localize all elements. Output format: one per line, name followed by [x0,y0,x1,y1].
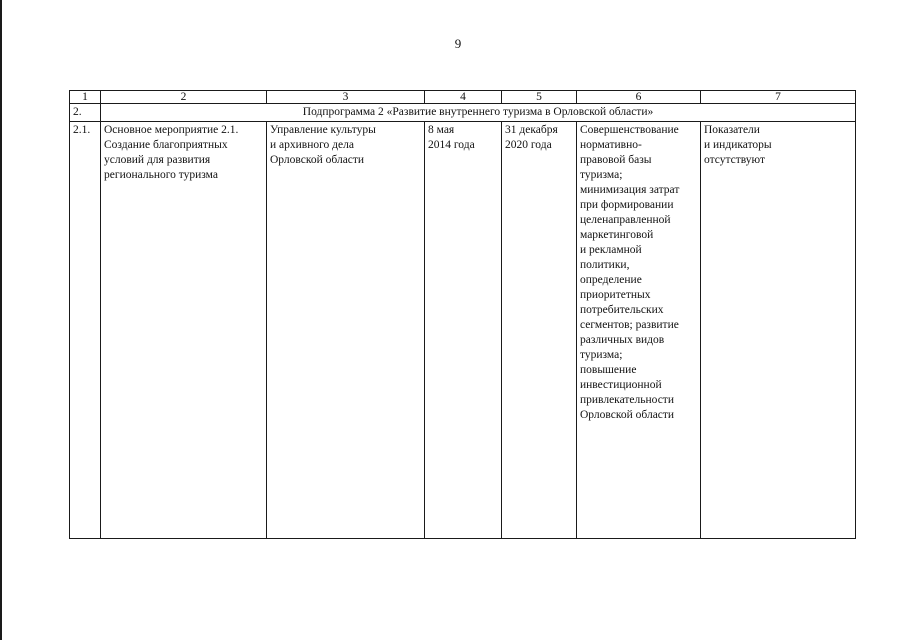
header-cell-5: 5 [502,91,577,104]
header-cell-1: 1 [70,91,101,104]
page-number: 9 [454,36,462,51]
header-cell-4: 4 [425,91,502,104]
executor-cell: Управление культуры и архивного дела Орловской области [267,122,425,539]
activity-cell: Основное мероприятие 2.1. Создание благоприятных условий для развития регионального туризма [101,122,267,539]
indicators-cell: Показатели и индикаторы отсутствуют [701,122,856,539]
header-cell-7: 7 [701,91,856,104]
subprogram-number: 2. [70,104,101,122]
row-number: 2.1. [70,122,101,539]
table-row [70,122,856,539]
table-header-row [70,91,856,104]
program-table [69,90,856,539]
subprogram-title: Подпрограмма 2 «Развитие внутреннего туризма в Орловской области» [101,104,856,122]
header-cell-2: 2 [101,91,267,104]
header-cell-3: 3 [267,91,425,104]
header-cell-6: 6 [577,91,701,104]
subprogram-row [70,104,856,122]
result-cell: Совершенствование нормативно- правовой базы туризма; минимизация затрат при формировании целенаправленной маркетинговой и рекламной политики, определение приоритетных потребительских сегментов; развитие различных видов туризма; повышение инвестиционной привлекательности Орловской области [577,122,701,539]
start-date-cell: 8 мая 2014 года [425,122,502,539]
page-left-edge [0,0,2,640]
end-date-cell: 31 декабря 2020 года [502,122,577,539]
